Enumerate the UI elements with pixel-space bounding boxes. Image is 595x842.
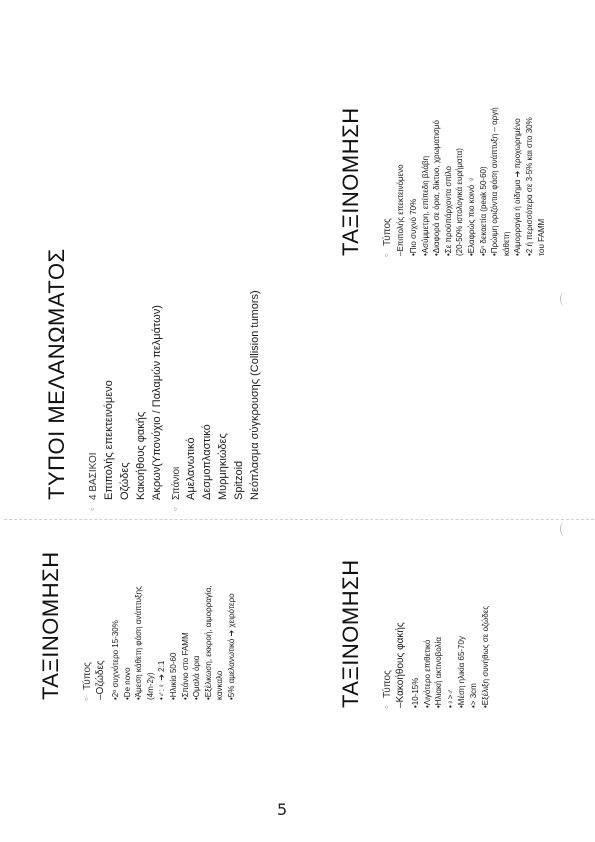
type-heading: ○ Τύπος <box>382 218 393 246</box>
list-item: •Αιμορραγία ή οίδημα ➔ προχωρημένο <box>513 118 523 256</box>
type-heading: ○ Τύπος <box>382 670 393 698</box>
subtype-heading: –Οζώδες <box>95 660 106 700</box>
list-item: •5% αμελανωτικό ➔ χειρότερο <box>226 593 236 700</box>
list-item: •Σε προϋπάρχοντα σπίλο <box>443 166 453 256</box>
list-item: Νεόπλασμα σύγκρουσης (Collision tumors) <box>248 290 261 500</box>
slide-title: ΤΑΞΙΝΟΜΗΣΗ <box>338 107 363 256</box>
list-item: •Λιγότερο επιθετικό <box>422 639 432 708</box>
list-item: •2ᵒ συχνότερο 15-30% <box>111 620 120 700</box>
superficial-features-list <box>408 107 547 256</box>
rare-types-list <box>184 290 264 500</box>
list-item: •Σπάνιο στο FAMM <box>180 632 190 700</box>
basic-types-list <box>102 305 166 500</box>
list-item: •5ⁿ δεκαετία (peak 50-60) <box>478 166 488 256</box>
list-item: •Εξέλιξη συνήθως σε οζώδες <box>480 605 490 708</box>
list-item: •Πιο συχνό 70% <box>409 198 418 256</box>
section-heading-rare: ○ Σπάνιοι <box>171 467 182 500</box>
list-item: Αμελανωτικό <box>185 437 197 500</box>
list-item: •♀>♂ <box>445 688 455 708</box>
list-item: (20-50% ιστολογικά ευρήματα) <box>455 148 465 256</box>
list-item: Επιπολής επεκτεινόμενο <box>103 380 115 500</box>
page-number: 5 <box>277 800 288 819</box>
list-item: κάθετη <box>501 231 511 256</box>
list-item: •> 3cm <box>468 683 478 708</box>
list-item: Spitzoid <box>232 460 245 500</box>
list-item: •Ηλιακή ακτινοβολία <box>434 637 444 708</box>
list-item: •Μέση ηλικία 65-70y <box>457 636 467 708</box>
list-item: •2 ή περισσότερα σε 3-5% και στο 30% <box>524 117 534 256</box>
list-item: (4m-2y) <box>145 672 155 700</box>
list-item: •10-15% <box>411 677 420 708</box>
list-item: Άκρων(Υπονύχιο / Παλαμών πελμάτων) <box>150 305 163 500</box>
list-item: •Ελαφρώς πιο κοινό ♀ <box>466 176 476 256</box>
list-item: του FAMM <box>536 218 546 256</box>
subtype-heading: –Κακοήθους φακής <box>395 622 406 708</box>
list-item: •Πρώιμη οριζόντια φάση ανάπτυξη – αργή <box>490 107 500 256</box>
section-heading-basic: ○ 4 ΒΑΣΙΚΟΙ <box>88 452 99 500</box>
nodular-features-list <box>110 585 238 700</box>
scan-mark <box>560 292 569 306</box>
list-item: κανκαλο <box>215 670 225 700</box>
scan-mark <box>560 522 569 536</box>
list-item: Δεσμοπλαστικό <box>200 424 213 500</box>
list-item: •Ομαλά όρια <box>192 655 202 700</box>
lentigo-features-list <box>410 606 491 708</box>
slide-title: ΤΑΞΙΝΟΜΗΣΗ <box>338 559 363 708</box>
page-divider <box>4 519 594 520</box>
list-item: Οζώδες <box>118 462 131 500</box>
list-item: •Άμεση κάθετη φάση ανάπτυξης <box>134 586 144 700</box>
list-item: •De novo <box>122 667 132 700</box>
list-item: •♂:♀ ➔ 2:1 <box>157 660 167 700</box>
slide-title: ΤΥΠΟΙ ΜΕΛΑΝΩΜΑΤΟΣ <box>44 248 69 500</box>
list-item: •Ασύμμετρη, επίπεδη βλάβη <box>420 155 430 256</box>
list-item: •Ηλικία 50-60 <box>168 652 178 700</box>
subtype-heading: –Επιπολής επεκτεινόμενο <box>396 164 405 256</box>
list-item: Κακοήθους φακής <box>134 411 147 500</box>
list-item: Μυρμηκιώδες <box>216 433 229 500</box>
slide-title: ΤΑΞΙΝΟΜΗΣΗ <box>38 551 63 700</box>
list-item: •Εξέλκωση, εκκροή, αιμορραγία, <box>203 585 213 700</box>
type-heading: ○ Τύπος <box>82 662 93 690</box>
list-item: •Διαφορά σε όρια, δίκτυο, χρωματισμό <box>432 120 442 256</box>
